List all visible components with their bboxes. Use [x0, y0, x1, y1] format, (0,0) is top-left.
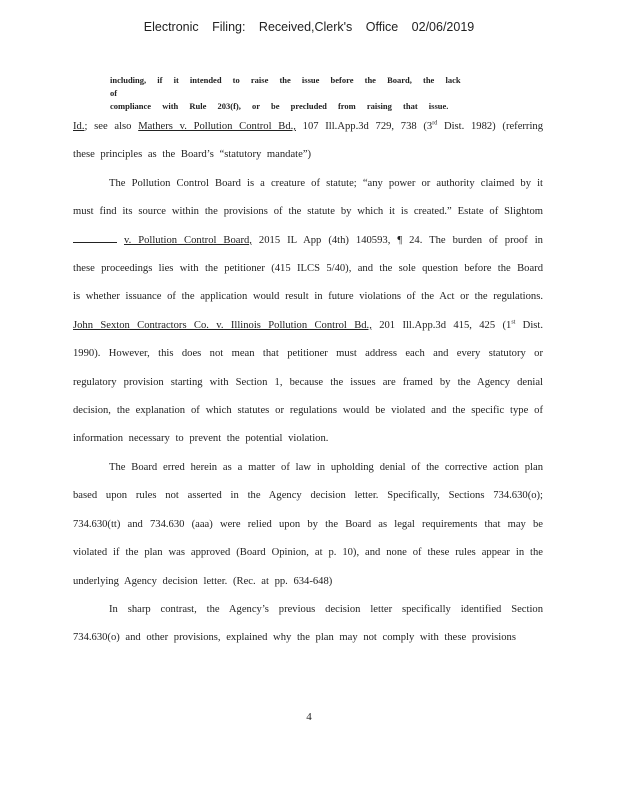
- paragraph-2: [73, 170, 543, 454]
- paragraph-4: In sharp contrast, the Agency’s previous decision letter specifically identified Section 734.630(o) and other provisions, explained why the plan may not comply with these provisions: [73, 603, 543, 644]
- paragraph-1-end: Dist. 1982) (referring these principles as the Board’s “statutory mandate”): [73, 121, 543, 161]
- see-also-text: ; see also: [84, 121, 139, 132]
- citation-john-sexton: John Sexton Contractors Co. v. Illinois Pollution Control Bd.,: [73, 319, 372, 331]
- paragraph-2-text-c: 201 Ill.App.3d 415, 425 (1: [371, 319, 512, 331]
- superscript-st: st: [511, 319, 516, 326]
- page-number: 4: [306, 711, 312, 723]
- case-name-underline: [73, 233, 117, 243]
- citation-id: Id.: [73, 121, 85, 132]
- paragraph-2-text-b: 2015 IL App (4th) 140593, ¶ 24. The burden of proof in these proceedings lies with the petitioner (415 ILCS 5/40), and the sole question before the Board is whether issuance of the application would result in future violations of the Act or the regulations.: [73, 234, 543, 303]
- citation-mathers: Mathers v. Pollution Control Bd.,: [138, 121, 296, 132]
- body-text: [73, 113, 543, 653]
- superscript-rd: rd: [432, 120, 438, 127]
- footnote-continuation: [110, 74, 470, 113]
- footnote-line-2: compliance with Rule 203(f), or be precluded from raising that issue.: [110, 101, 449, 111]
- paragraph-1: [73, 113, 543, 170]
- paragraph-2-text-a: The Pollution Control Board is a creature of statute; “any power or authority claimed by it must find its source within the provisions of the statute by which it is created.” Estate of Slightom: [73, 177, 543, 218]
- footnote-line-1: including, if it intended to raise the issue before the Board, the lack of: [110, 75, 461, 98]
- filing-header: Electronic Filing: Received,Clerk's Office 02/06/2019: [143, 20, 475, 34]
- paragraph-1-text: 107 Ill.App.3d 729, 738 (3: [295, 121, 433, 132]
- paragraph-3: The Board erred herein as a matter of law in upholding denial of the corrective action plan based upon rules not asserted in the Agency decision letter. Specifically, Sections 734.630(o); 734.630(tt) and 734.630 (aaa) were relied upon by the Board as legal requirements that may be violated if the plan was approved (Board Opinion, at p. 10), and none of these rules appear in the underlying Agency decision letter. (Rec. at pp. 634-648): [73, 461, 543, 587]
- citation-slightom: v. Pollution Control Board,: [123, 234, 252, 246]
- paragraph-2-text-d: Dist. 1990). However, this does not mean that petitioner must address each and every statutory or regulatory provision starting with Section 1, because the issues are framed by the Agency denial decision, the explanation of which statutes or regulations would be violated and the specific type of information necessary to prevent the potential violation.: [73, 319, 543, 445]
